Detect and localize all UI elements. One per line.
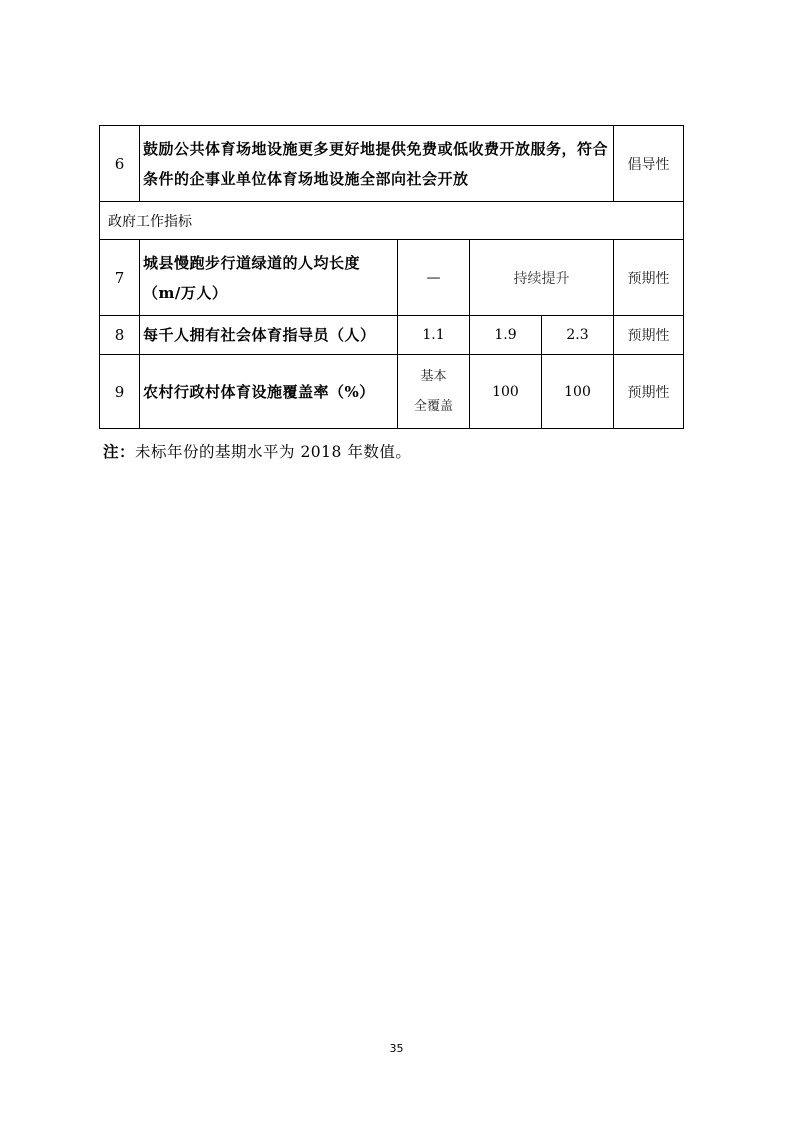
baseline-line-1: 基本 (420, 368, 447, 384)
indicator-description: 农村行政村体育设施覆盖率（%） (140, 355, 398, 429)
row-number: 9 (100, 355, 140, 429)
note-label: 注： (103, 442, 136, 461)
section-row (100, 202, 684, 240)
table-row (100, 126, 684, 202)
note-text: 未标年份的基期水平为 2018 年数值。 (135, 443, 412, 461)
table-row (100, 316, 684, 355)
baseline-value: — (397, 240, 469, 316)
indicator-type: 预期性 (614, 316, 684, 355)
section-header: 政府工作指标 (100, 202, 684, 240)
baseline-value: 1.1 (397, 316, 469, 355)
target-value-b: 2.3 (541, 316, 613, 355)
indicator-type: 预期性 (614, 240, 684, 316)
indicator-description: 鼓励公共体育场地设施更多更好地提供免费或低收费开放服务，符合条件的企事业单位体育场地设施全部向社会开放 (140, 126, 614, 202)
target-value-a: 1.9 (469, 316, 541, 355)
target-value: 持续提升 (469, 240, 613, 316)
indicator-description: 城县慢跑步行道绿道的人均长度（m/万人） (140, 240, 398, 316)
table-row (100, 240, 684, 316)
baseline-line-2: 全覆盖 (413, 398, 453, 414)
row-number: 8 (100, 316, 140, 355)
indicator-type: 预期性 (614, 355, 684, 429)
table-note (103, 440, 411, 462)
target-value-b: 100 (541, 355, 613, 429)
indicator-description: 每千人拥有社会体育指导员（人） (140, 316, 398, 355)
page-number: 35 (389, 1042, 404, 1055)
target-value-a: 100 (469, 355, 541, 429)
row-number: 7 (100, 240, 140, 316)
indicator-table (99, 125, 684, 429)
baseline-value (397, 355, 469, 429)
table-row (100, 355, 684, 429)
indicator-type: 倡导性 (614, 126, 684, 202)
row-number: 6 (100, 126, 140, 202)
